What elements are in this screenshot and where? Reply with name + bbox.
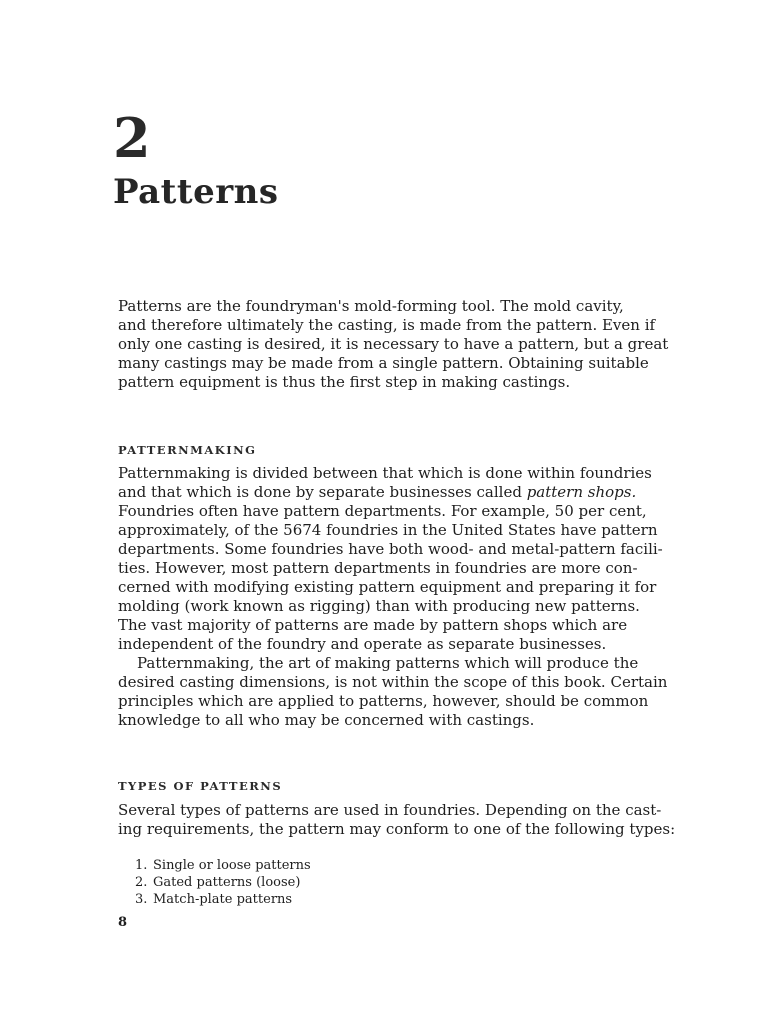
text-line: cerned with modifying existing pattern equipment and preparing it for — [118, 578, 657, 596]
list-item — [135, 857, 311, 874]
text-line: desired casting dimensions, is not within the scope of this book. Certain — [118, 673, 668, 691]
text-line: many castings may be made from a single pattern. Obtaining suitable — [118, 354, 649, 372]
italic-term: pattern shops. — [526, 483, 637, 501]
text-line: Foundries often have pattern departments. For example, 50 per cent, — [118, 502, 647, 520]
text-line: principles which are applied to patterns, however, should be common — [118, 692, 649, 710]
intro-paragraph — [118, 297, 768, 392]
list-item-label: Single or loose patterns — [153, 858, 311, 873]
text-line: knowledge to all who may be concerned with castings. — [118, 711, 535, 729]
section-heading-types-of-patterns: TYPES OF PATTERNS — [118, 779, 283, 793]
text-line: and therefore ultimately the casting, is made from the pattern. Even if — [118, 316, 656, 334]
patternmaking-body — [118, 464, 768, 730]
list-item — [135, 874, 311, 891]
text-run: and that which is done by separate businesses called — [118, 483, 527, 501]
list-item-label: Match-plate patterns — [153, 892, 293, 907]
section-heading-patternmaking: PATTERNMAKING — [118, 443, 257, 457]
text-line: Patterns are the foundryman's mold-forming tool. The mold cavity, — [118, 297, 624, 315]
text-line: Patternmaking is divided between that which is done within foundries — [118, 464, 652, 482]
list-item-number: 2. — [135, 875, 148, 890]
text-line: molding (work known as rigging) than with producing new patterns. — [118, 597, 640, 615]
text-line — [118, 483, 768, 502]
list-item-label: Gated patterns (loose) — [153, 875, 301, 890]
text-line: ties. However, most pattern departments in foundries are more con- — [118, 559, 638, 577]
text-line: only one casting is desired, it is necessary to have a pattern, but a great — [118, 335, 669, 353]
list-item-number: 1. — [135, 858, 148, 873]
pattern-types-list — [135, 857, 311, 908]
text-line: departments. Some foundries have both wood- and metal-pattern facili- — [118, 540, 663, 558]
page-number: 8 — [118, 915, 128, 930]
text-line: pattern equipment is thus the first step in making castings. — [118, 373, 571, 391]
list-item-number: 3. — [135, 892, 148, 907]
chapter-title: Patterns — [113, 172, 279, 212]
text-line: ing requirements, the pattern may conform to one of the following types: — [118, 820, 676, 838]
text-line: independent of the foundry and operate as separate businesses. — [118, 635, 607, 653]
text-line: approximately, of the 5674 foundries in the United States have pattern — [118, 521, 658, 539]
text-line: The vast majority of patterns are made by pattern shops which are — [118, 616, 628, 634]
types-body — [118, 801, 768, 839]
list-item — [135, 891, 311, 908]
chapter-number: 2 — [113, 106, 151, 170]
text-line: Patternmaking, the art of making patterns which will produce the — [137, 654, 639, 672]
text-line: Several types of patterns are used in foundries. Depending on the cast- — [118, 801, 662, 819]
